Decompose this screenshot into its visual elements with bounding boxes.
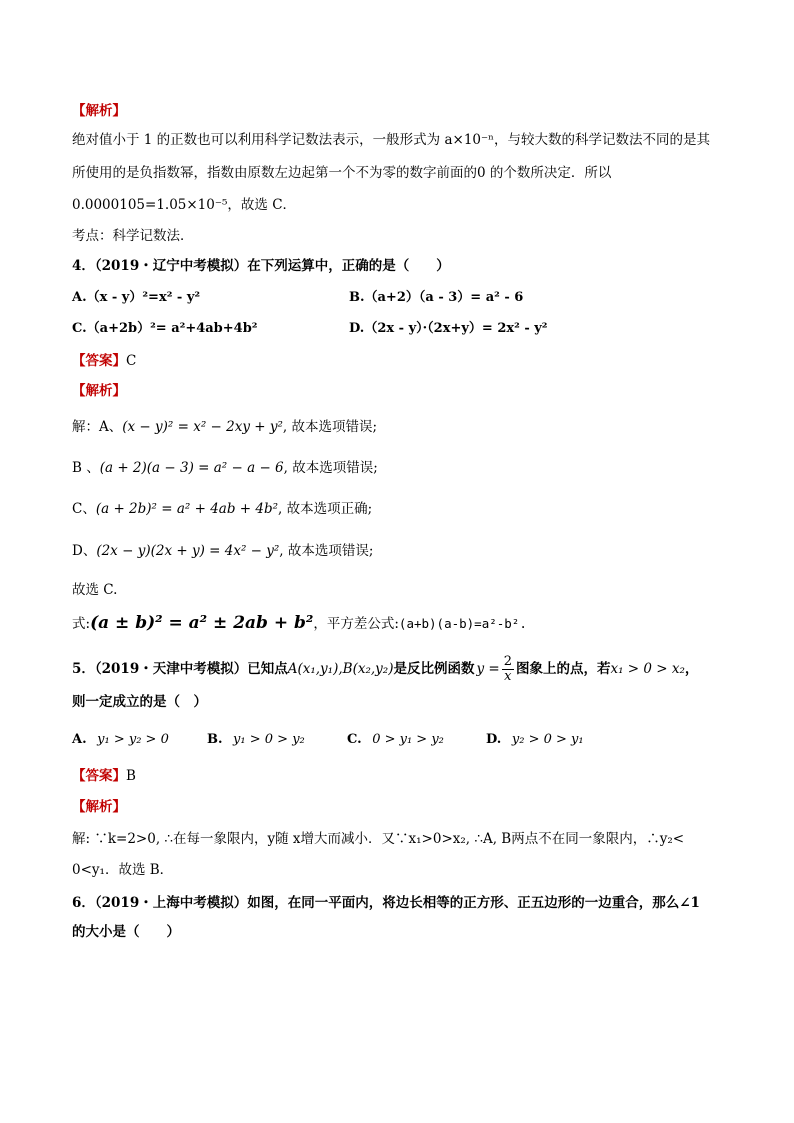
q5-option-d (486, 730, 584, 750)
q4-solution-d (72, 541, 373, 561)
q5-option-c-label: C. (347, 732, 362, 747)
q5-fraction-numerator: 2 (503, 654, 512, 669)
q5-solution-1: 解: ∵k=2>0, ∴在每一象限内，y随 x增大而减小．又∵x₁>0>x₂, ∴A, B两点不在同一象限内，∴y₂< (72, 831, 685, 847)
analysis-text-2: 所使用的是负指数幂，指数由原数左边起第一个不为零的数字前面的0 的个数所决定．所以 (72, 165, 612, 181)
q5-stem (72, 655, 698, 684)
q4-formula-note (72, 613, 527, 634)
q4-sol-c-suffix: , 故本选项正确; (278, 501, 373, 517)
q5-option-a-formula: y₁ > y₂ > 0 (97, 732, 169, 747)
q5-option-b (207, 730, 305, 750)
q5-answer (72, 766, 136, 786)
q5-stem-line-2: 则一定成立的是（ ） (72, 694, 207, 710)
q4-answer-label: 【答案】 (72, 353, 126, 369)
q5-fraction (502, 655, 514, 684)
q6-stem-1: 6．（2019・上海中考模拟）如图，在同一平面内，将边长相等的正方形、正五边形的一边重合，那么∠1 (72, 895, 700, 911)
q4-option-d: D.（2x - y）·（2x+y）= 2x² - y² (349, 321, 548, 336)
q5-option-d-formula: y₂ > 0 > y₁ (511, 732, 584, 747)
q4-sol-d-formula: (2x − y)(2x + y) = 4x² − y² (96, 543, 280, 559)
q5-stem-part-a: 5．（2019・天津中考模拟）已知点 (72, 661, 288, 677)
q4-answer-value: C (126, 353, 137, 369)
q4-formula-prefix: 式: (72, 616, 91, 632)
q5-stem-part-b: 是反比例函数 (393, 661, 475, 677)
q5-solution-2: 0<y₁．故选 B． (72, 862, 174, 878)
q4-sol-b-prefix: B 、 (72, 460, 100, 476)
q5-stem-part-c: 图象上的点，若 (515, 661, 611, 677)
q4-solution-c (72, 499, 372, 519)
analysis-text-3: 0.0000105=1.05×10⁻⁵，故选 C． (72, 197, 297, 213)
knowledge-point: 考点：科学记数法． (72, 228, 194, 244)
q4-sol-c-formula: (a + 2b)² = a² + 4ab + 4b² (95, 501, 279, 517)
q5-option-a (72, 730, 169, 750)
q5-option-a-label: A. (72, 732, 87, 747)
q5-option-c-formula: 0 > y₁ > y₂ (372, 732, 444, 747)
q5-analysis-heading: 【解析】 (72, 799, 126, 815)
q4-sol-b-formula: (a + 2)(a − 3) = a² − a − 6 (99, 460, 284, 476)
q5-option-c (347, 730, 444, 750)
q4-sol-d-prefix: D、 (72, 543, 97, 559)
q4-option-b: B.（a+2）（a - 3）= a² - 6 (349, 290, 524, 305)
analysis-heading: 【解析】 (72, 103, 126, 119)
q5-points: A(x₁,y₁),B(x₂,y₂) (287, 661, 394, 677)
q4-solution-a (72, 417, 377, 437)
q4-option-c: C.（a+2b）²= a²+4ab+4b² (72, 321, 258, 336)
q4-sol-a-suffix: , 故本选项错误; (282, 419, 378, 435)
q4-formula-mid: ，平方差公式: (313, 616, 399, 632)
q4-conclusion: 故选 C. (72, 582, 118, 598)
q6-stem-2: 的大小是（ ） (72, 924, 180, 940)
q4-analysis-heading: 【解析】 (72, 383, 126, 399)
q4-perfect-square-formula: (a ± b)² = a² ± 2ab + b² (90, 613, 314, 633)
q4-sol-d-suffix: , 故本选项错误; (279, 543, 374, 559)
q4-sol-b-suffix: , 故本选项错误; (283, 460, 378, 476)
q4-difference-squares-formula: (a+b)(a-b)=a²-b². (398, 616, 527, 631)
q4-stem: 4．（2019・辽宁中考模拟）在下列运算中，正确的是（ ） (72, 258, 450, 274)
q5-fraction-denominator: x (504, 669, 512, 684)
q4-sol-c-prefix: C、 (72, 501, 96, 517)
q4-sol-a-prefix: 解：A、 (72, 419, 123, 435)
q5-answer-label: 【答案】 (72, 768, 126, 784)
analysis-text-1: 绝对值小于 1 的正数也可以利用科学记数法表示，一般形式为 a×10⁻ⁿ，与较大数的科学记数法不同的是其 (72, 132, 710, 148)
q5-stem-part-d: ， (684, 661, 699, 677)
q4-sol-a-formula: (x − y)² = x² − 2xy + y² (122, 419, 283, 435)
q4-answer (72, 351, 136, 371)
q5-option-b-label: B. (207, 732, 223, 747)
q4-option-a: A.（x - y）²=x² - y² (72, 290, 201, 305)
q4-solution-b (72, 458, 378, 478)
q5-option-d-label: D. (486, 732, 502, 747)
q5-option-b-formula: y₁ > 0 > y₂ (233, 732, 305, 747)
q5-answer-value: B (126, 768, 136, 784)
q5-condition: x₁ > 0 > x₂ (610, 661, 685, 677)
q5-function-lhs: y = (476, 661, 500, 677)
